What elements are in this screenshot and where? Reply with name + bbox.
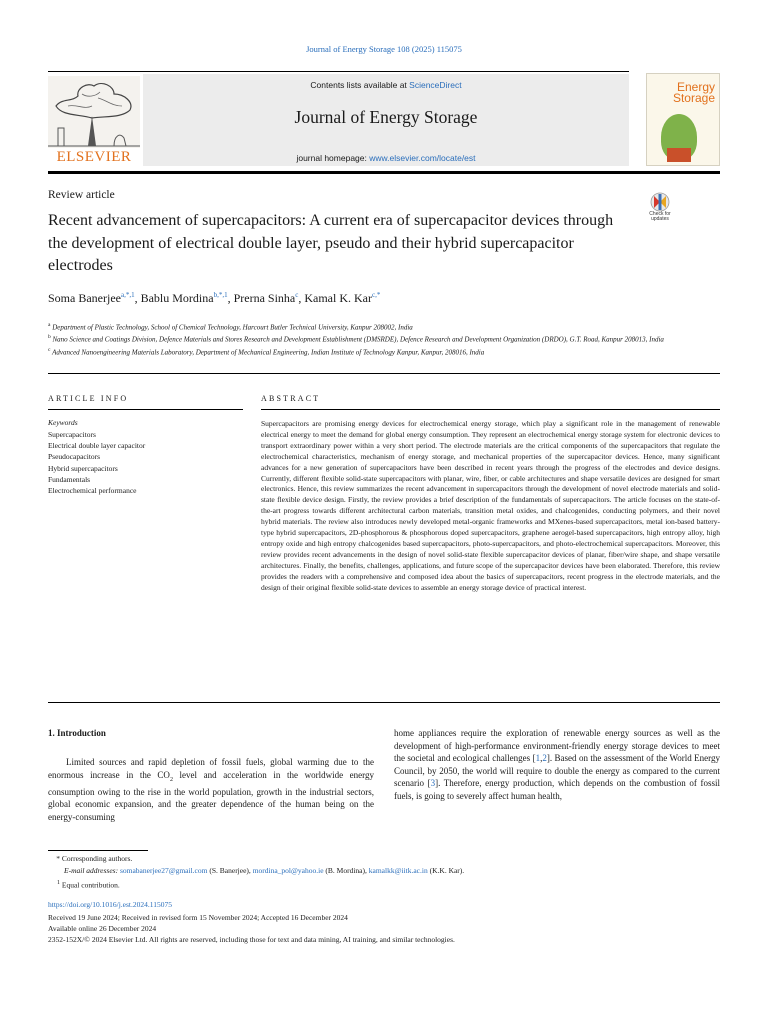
intro-text: level and acceleration in the worldwide energy consumption owing to the rise in the world population, growth in the industrial sectors, global economic expansion, and the greater dependence of the human being on the energy-consuming	[48, 769, 374, 822]
sciencedirect-link[interactable]: ScienceDirect	[409, 80, 462, 90]
affiliation-text: Advanced Nanoengineering Materials Laboratory, Department of Mechanical Engineering, Indian Institute of Technology Kanpur, Kanpur, 208016, India	[52, 347, 485, 356]
article-type: Review article	[48, 189, 115, 201]
affiliation-marker: c	[48, 346, 51, 353]
footnotes	[48, 853, 720, 892]
email-owner: (S. Banerjee),	[207, 866, 253, 875]
author-name[interactable]: Prerna Sinha	[233, 291, 296, 305]
author-name[interactable]: Bablu Mordina	[140, 291, 214, 305]
author-list: Soma Banerjee$^{a,*,1}$, Bablu Mordina$^{b,*,1}$, Prerna Sinha$^c$, Kamal K. Kar$^{c,*}$	[48, 291, 381, 305]
keywords-list	[48, 429, 145, 496]
intro-text: home appliances require the exploration of renewable energy sources as well as the development of high-performance environment-friendly energy storage devices to meet the societal and ecological challenges [	[394, 728, 720, 763]
keyword-item: Electrochemical performance	[48, 486, 137, 496]
crossmark-label	[646, 212, 674, 222]
affiliation-marker: a	[48, 322, 51, 328]
affiliation-item	[48, 332, 720, 344]
email-owner: (K.K. Kar).	[427, 866, 465, 875]
email-link[interactable]: mordina_pol@yahoo.ie	[252, 866, 324, 875]
article-info-rule	[48, 409, 243, 410]
intro-text: ,	[540, 753, 543, 763]
affiliation-text: Nano Science and Coatings Division, Defence Materials and Stores Research and Development Establishment (DMSRDE), Defence Research and Development Organization (DRDO), G.T. Road, Kanpur 208013, India	[52, 335, 664, 344]
affiliation-text: Department of Plastic Technology, School of Chemical Technology, Harcourt Butler Technical University, Kanpur 208002, India	[52, 323, 413, 332]
keywords-label: Keywords	[48, 418, 78, 427]
abstract-heading: ABSTRACT	[261, 394, 321, 403]
doi-link[interactable]: https://doi.org/10.1016/j.est.2024.115075	[48, 900, 172, 909]
affiliation-item	[48, 345, 720, 357]
publication-dates	[48, 912, 455, 945]
intro-text: ]. Therefore, energy production, which depends on the combustion of fossil fuels, is going to severely affect human health,	[394, 778, 720, 801]
email-label: E-mail addresses:	[64, 866, 119, 875]
cover-title	[673, 82, 715, 104]
received-dates: Received 19 June 2024; Received in revised form 15 November 2024; Accepted 16 December 2024	[48, 913, 348, 922]
article-info-heading: ARTICLE INFO	[48, 394, 129, 403]
contents-prefix: Contents lists available at	[310, 80, 410, 90]
journal-homepage-line	[143, 153, 629, 163]
author-name[interactable]: Soma Banerjee	[48, 291, 121, 305]
check-for-updates-button[interactable]	[646, 192, 674, 228]
elsevier-logo	[48, 76, 140, 166]
article-title: Recent advancement of supercapacitors: A current era of supercapacitor devices through the development of electrical double layer, pseudo and their hybrid supercapacitor electrodes	[48, 212, 614, 274]
email-link[interactable]: somabanerjee27@gmail.com	[119, 866, 208, 875]
author-name[interactable]: Kamal K. Kar	[304, 291, 372, 305]
journal-name: Journal of Energy Storage	[294, 107, 478, 127]
keyword-item: Fundamentals	[48, 474, 91, 484]
footnote-rule	[48, 850, 148, 851]
footnote-equal-contribution	[48, 877, 720, 892]
author-affiliation-marker[interactable]: b,*,1	[213, 291, 228, 299]
journal-header-box	[143, 74, 629, 166]
affiliation-list	[48, 320, 720, 357]
author-affiliation-marker[interactable]: a,*,1	[120, 291, 135, 299]
introduction-heading: 1. Introduction	[48, 728, 106, 738]
keyword-item: Supercapacitors	[48, 430, 96, 439]
introduction-column-right	[394, 727, 720, 802]
cover-title-line-2: Storage	[672, 91, 715, 105]
keyword-item: Hybrid supercapacitors	[48, 463, 118, 473]
contents-available-line	[143, 80, 629, 90]
journal-cover-thumbnail[interactable]	[646, 73, 720, 166]
intro-text: ]. Based on the assessment of the World Energy Council, by 2050, the world will require to double the energy as compared to the current scenario [	[394, 753, 720, 788]
keyword-item: Pseudocapacitors	[48, 452, 101, 462]
online-date: Available online 26 December 2024	[48, 924, 157, 933]
intro-subscript: 2	[169, 776, 173, 783]
introduction-column-left	[48, 756, 374, 823]
header-bottom-rule	[48, 171, 720, 174]
affiliation-item	[48, 320, 720, 332]
intro-text: Limited sources and rapid depletion of fossil fuels, global warming due to the enormous increase in the CO	[48, 757, 374, 780]
homepage-prefix: journal homepage:	[296, 153, 370, 163]
keyword-item: Electrical double layer capacitor	[48, 441, 146, 451]
crossmark-label-line-2: updates	[651, 216, 669, 222]
footnote-emails	[48, 865, 720, 877]
journal-homepage-link[interactable]: www.elsevier.com/locate/est	[369, 153, 476, 163]
abstract-rule	[261, 409, 720, 410]
affiliation-marker: b	[48, 334, 51, 341]
author-affiliation-marker[interactable]: c,*	[372, 291, 381, 299]
journal-reference-link[interactable]: Journal of Energy Storage 108 (2025) 115075	[306, 44, 462, 54]
footnote-marker: *	[56, 854, 60, 863]
elsevier-wordmark: ELSEVIER	[56, 149, 132, 165]
copyright-line: 2352-152X/© 2024 Elsevier Ltd. All rights are reserved, including those for text and data mining, AI training, and similar technologies.	[48, 935, 455, 944]
section-rule	[48, 702, 720, 703]
crossmark-label-line-1: Check for	[649, 211, 671, 217]
reference-link[interactable]: 3	[430, 778, 436, 788]
footnote-corresponding	[48, 853, 720, 865]
footnote-marker: 1	[57, 880, 60, 886]
header-top-rule	[48, 71, 629, 72]
elsevier-tree-icon	[48, 76, 140, 148]
footnote-text: Corresponding authors.	[61, 854, 133, 863]
section-rule	[48, 373, 720, 374]
reference-link[interactable]: 1	[535, 753, 541, 763]
email-link[interactable]: kamalkk@iitk.ac.in	[368, 866, 428, 875]
footnote-text: Equal contribution.	[61, 880, 120, 890]
abstract-text: Supercapacitors are promising energy devices for electrochemical energy storage, which play a significant role in the management of renewable electrical energy to meet the demand for global energy consumption. They represent an electrochemical energy storage system for electronic devices to transport extraordinary power within a very short period. The electrode materials are the critical components of the supercapacitors that regulate the electrochemical characteristics, mechanism of energy storage, and mechanical properties of the supercapacitor devices. Hence, many significant advances for a new generation of supercapacitors have been described in recent years through the progress of the electrodes and device designs. Currently, different flexible solid-state supercapacitors with planar, wire, fiber, or cable architectures and shape versatile devices are designed for smart electronics. Hence, this review summarizes the recent advancement in supercapacitors through the development of novel electrode materials and solid-state flexible device design. Firstly, the review provides a brief description of the fundamentals of supercapacitors. The article focuses on the state-of-the-art progress towards different architectural carbon materials, transition metal oxides, and chalcogenides, conducting polymers, and their novel hybrid materials. The review also introduces newly developed metal-organic frameworks and MXenes-based supercapacitors, metal ion-based battery-type hybrid supercapacitors, 2D-phosphorous & phosphorous doped supercapacitors, graphene aerogel-based supercapacitors, high entropy alloy, high entropy oxide and high entropy chalcogenides based supercapacitors, photo-supercapacitors, and photo-electrochemical supercapacitors. Moreover, this review provides recent advancements in the design of novel solid-state flexible supercapacitor devices of planar, fiber/wire shape, and shape versatile architectures. Finally, the benefits, challenges, applications, and future scope of the supercapacitor devices have been elaborated. Therefore, this review provides the readers with a comprehensive and composed idea about the basics of supercapacitors, recent progress in the electrode materials, and the design of their original flexible solid-state devices to assemble an energy storage device of practical interest.	[261, 419, 720, 592]
email-owner: (B. Mordina),	[323, 866, 369, 875]
author-affiliation-marker[interactable]: c	[295, 291, 299, 299]
reference-link[interactable]: 2	[542, 753, 547, 763]
cover-pot-image	[667, 148, 691, 162]
cover-title-line-1: Energy	[676, 80, 715, 94]
crossmark-icon	[646, 192, 674, 212]
